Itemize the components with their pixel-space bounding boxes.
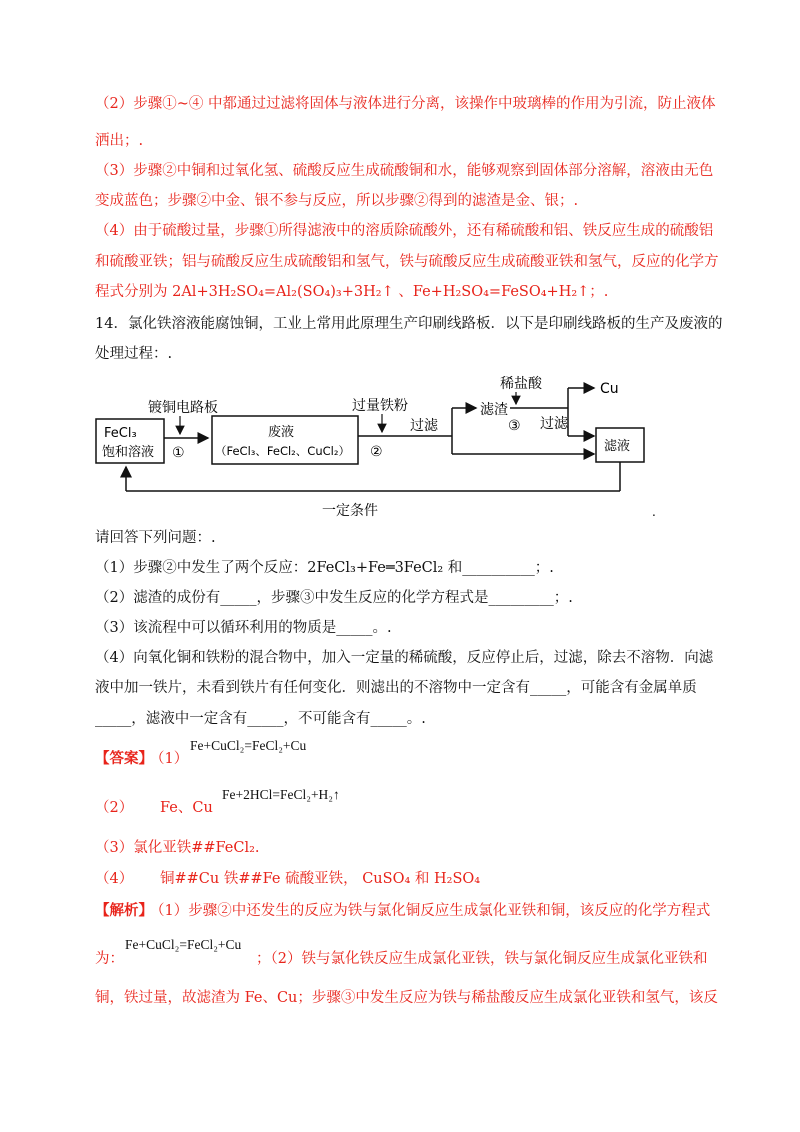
step-1-marker: ① <box>172 445 185 461</box>
solution-step2-line1: （2）步骤①~④ 中都通过过滤将固体与液体进行分离，该操作中玻璃棒的作用为引流，防止液体 <box>95 96 716 112</box>
filter-2-label: 过滤 <box>540 416 568 432</box>
step-2-marker: ② <box>370 444 383 460</box>
solution-step4-line3: 程式分别为 2Al+3H₂SO₄=Al₂(SO₄)₃+3H₂↑ 、Fe+H₂SO₄=FeSO₄+H₂↑；. <box>95 284 609 300</box>
analysis-line1: （1）步骤②中还发生的反应为铁与氯化铜反应生成氯化亚铁和铜，该反应的化学方程式 <box>150 903 711 919</box>
answer-2-text: Fe、Cu <box>160 800 213 816</box>
sub-question-4-line3: _____，滤液中一定含有_____，不可能含有_____。. <box>95 711 426 727</box>
filtrate-label: 滤液 <box>604 439 631 454</box>
excess-iron-label: 过量铁粉 <box>352 398 408 414</box>
question-prompt: 请回答下列问题：. <box>95 530 216 546</box>
dilute-hcl-label: 稀盐酸 <box>500 376 542 392</box>
process-flow-diagram <box>90 358 670 523</box>
sub-question-2: （2）滤渣的成份有_____，步骤③中发生反应的化学方程式是_________；. <box>95 590 573 606</box>
sub-question-1: （1）步骤②中发生了两个反应：2FeCl₃+Fe═3FeCl₂ 和__________；. <box>95 560 554 576</box>
solution-step3-line1: （3）步骤②中铜和过氧化氢、硫酸反应生成硫酸铜和水，能够观察到固体部分溶解，溶液由无色 <box>95 163 714 179</box>
answer-1-formula: Fe+CuCl₂=FeCl₂+Cu <box>190 738 307 753</box>
product-cu-label: Cu <box>600 381 619 397</box>
answer-3: （3）氯化亚铁##FeCl₂. <box>95 840 260 856</box>
waste-liquid-components: （FeCl₃、FeCl₂、CuCl₂） <box>215 444 350 458</box>
answer-4-items: 铜##Cu 铁##Fe 硫酸亚铁， CuSO₄ 和 H₂SO₄ <box>160 871 481 887</box>
solution-step4-line1: （4）由于硫酸过量，步骤①所得滤液中的溶质除硫酸外，还有稀硫酸和铝、铁反应生成的硫酸铝 <box>95 223 714 239</box>
fecl3-box-line2: 饱和溶液 <box>102 445 155 460</box>
answer-4-number: （4） <box>95 871 134 887</box>
answer-1-number: （1） <box>150 751 189 767</box>
answer-2-number: （2） <box>95 800 134 816</box>
copper-plate-label: 镀铜电路板 <box>148 400 218 416</box>
solution-step4-line2: 和硫酸亚铁；铝与硫酸反应生成硫酸铝和氢气，铁与硫酸反应生成硫酸亚铁和氢气，反应的化学方 <box>95 254 719 270</box>
analysis-tag: 【解析】 <box>95 902 153 919</box>
question-14-line1: 14．氯化铁溶液能腐蚀铜，工业上常用此原理生产印刷线路板．以下是印刷线路板的生产及废液的 <box>95 316 723 332</box>
analysis-line2-formula: Fe+CuCl₂=FeCl₂+Cu <box>125 937 242 952</box>
solution-step2-line2: 洒出；. <box>95 133 144 149</box>
step-3-marker: ③ <box>508 418 521 434</box>
solution-step3-line2: 变成蓝色；步骤②中金、银不参与反应，所以步骤②得到的滤渣是金、银；. <box>95 193 579 209</box>
fecl3-box-line1: FeCl₃ <box>104 426 137 441</box>
analysis-line2-prefix: 为： <box>95 951 124 967</box>
answer-2-formula: Fe+2HCl=FeCl₂+H₂↑ <box>222 787 340 802</box>
sub-question-4-line1: （4）向氧化铜和铁粉的混合物中，加入一定量的稀硫酸，反应停止后，过滤，除去不溶物．向滤 <box>95 650 714 666</box>
sub-question-3: （3）该流程中可以循环利用的物质是_____。. <box>95 620 392 636</box>
waste-liquid-label: 废液 <box>268 425 295 440</box>
diagram-trailing-mark: . <box>652 505 656 519</box>
answer-tag: 【答案】 <box>95 750 153 767</box>
question-14-line2: 处理过程：. <box>95 346 173 362</box>
analysis-line3: 铜，铁过量，故滤渣为 Fe、Cu；步骤③中发生反应为铁与稀盐酸反应生成氯化亚铁和氢气，该反 <box>95 990 718 1006</box>
analysis-line2-rest: ；（2）铁与氯化铁反应生成氯化亚铁，铁与氯化铜反应生成氯化亚铁和 <box>256 951 708 967</box>
filter-1-label: 过滤 <box>410 418 438 434</box>
sub-question-4-line2: 液中加一铁片，未看到铁片有任何变化．则滤出的不溶物中一定含有_____，可能含有金属单质 <box>95 680 697 696</box>
residue-label: 滤渣 <box>480 402 508 418</box>
recycle-condition-label: 一定条件 <box>322 503 378 519</box>
